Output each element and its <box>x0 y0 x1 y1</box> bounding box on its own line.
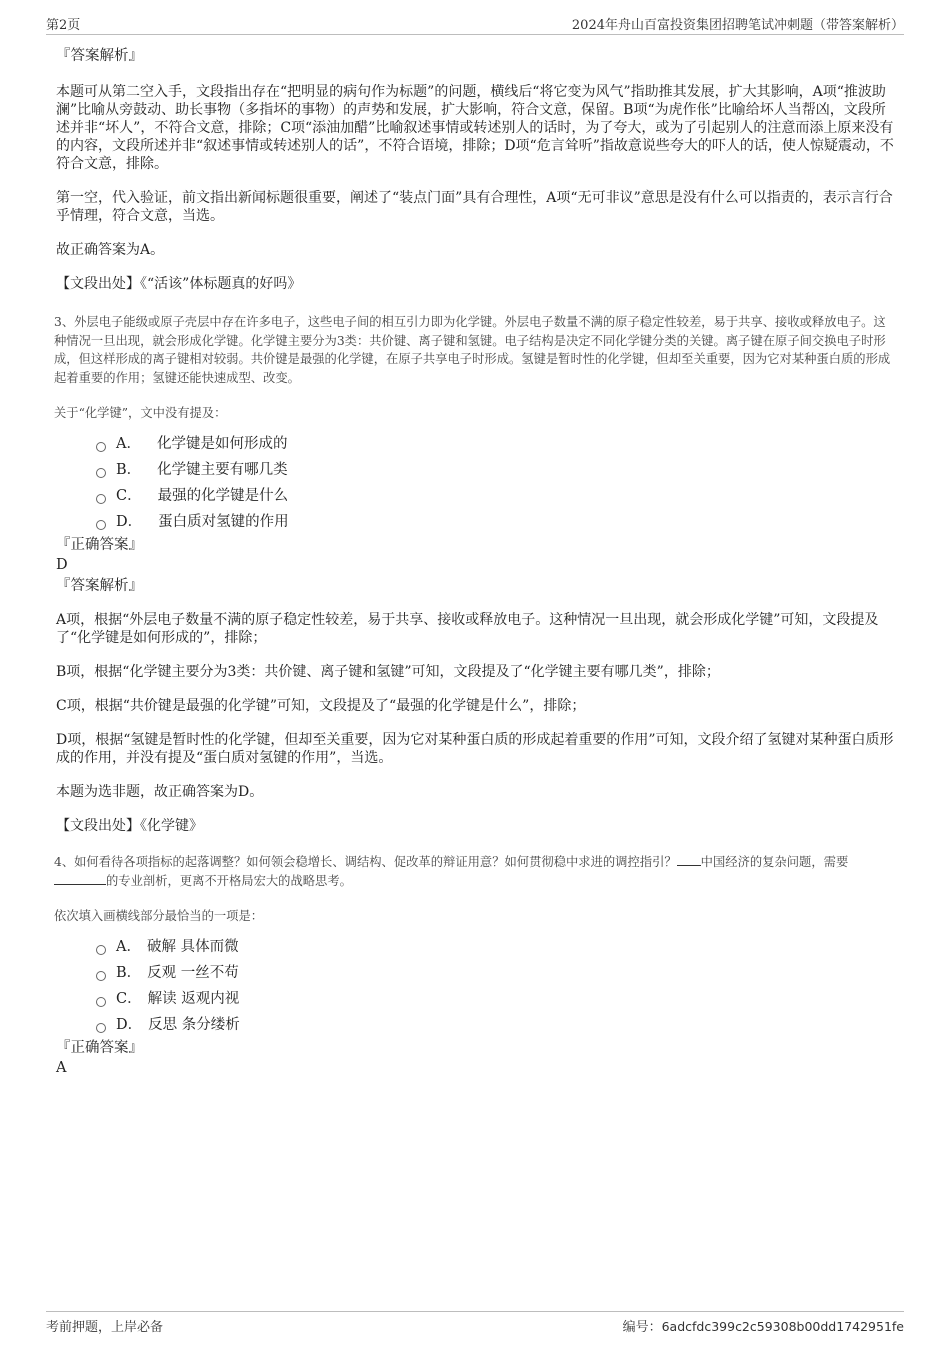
analysis-paragraph: A项，根据“外层电子数量不满的原子稳定性较差，易于共享、接收或释放电子。这种情况一旦出现，就会形成化学键”可知，文段提及了“化学键是如何形成的”，排除； <box>56 612 879 646</box>
analysis-paragraph: B项，根据“化学键主要分为3类：共价键、离子键和氢键”可知，文段提及了“化学键主要有哪几类”，排除； <box>56 664 720 680</box>
question-3-prompt: 关于“化学键”，文中没有提及： <box>54 406 227 420</box>
option-c[interactable]: C． 最强的化学键是什么 <box>96 483 894 509</box>
question-3-options <box>96 431 894 535</box>
analysis-conclusion: 本题为选非题，故正确答案为D。 <box>56 784 264 800</box>
option-c[interactable]: C． 解读 返观内视 <box>96 986 894 1012</box>
question-4-options <box>96 934 894 1038</box>
analysis-paragraph: C项，根据“共价键是最强的化学键”可知，文段提及了“最强的化学键是什么”，排除； <box>56 698 586 714</box>
analysis-label: 『答案解析』 <box>56 48 143 64</box>
analysis-paragraph: D项，根据“氢键是暂时性的化学键，但却至关重要，因为它对某种蛋白质的形成起着重要的作用”可知，文段介绍了氢键对某种蛋白质形成的作用，并没有提及“蛋白质对氢键的作用”，当选。 <box>56 732 894 766</box>
analysis-paragraph: 本题可从第二空入手，文段指出存在“把明显的病句作为标题”的问题，横线后“将它变为风气”指助推其发展，扩大其影响，A项“推波助澜”比喻从旁鼓动、助长事物（多指坏的事物）的声势和发展，扩大影响，符合文意，保留。B项“为虎作伥”比喻给坏人当帮凶，文段所述并非“坏人”，不符合文意，排除；C项“添油加醋”比喻叙述事情或转述别人的话时，为了夸大，或为了引起别人的注意而添上原来没有的内容，文段所述并非“叙述事情或转述别人的话”，不符合语境，排除；D项“危言耸听”指故意说些夸大的吓人的话，使人惊疑震动，不符合文意，排除。 <box>56 84 894 172</box>
correct-answer-label: 『正确答案』 <box>56 1040 143 1056</box>
page-header <box>46 12 904 35</box>
analysis-paragraph: 第一空，代入验证，前文指出新闻标题很重要，阐述了“装点门面”具有合理性，A项“无可非议”意思是没有什么可以指责的，表示言行合乎情理，符合文意，当选。 <box>56 190 893 224</box>
radio-icon[interactable] <box>96 520 106 530</box>
option-a[interactable]: A． 化学键是如何形成的 <box>96 431 894 457</box>
page-footer <box>46 1311 904 1336</box>
radio-icon[interactable] <box>96 442 106 452</box>
page-number: 第2页 <box>46 18 81 33</box>
option-a[interactable]: A． 破解 具体而微 <box>96 934 894 960</box>
radio-icon[interactable] <box>96 997 106 1007</box>
radio-icon[interactable] <box>96 945 106 955</box>
fill-blank <box>677 853 701 866</box>
footer-slogan: 考前押题，上岸必备 <box>46 1320 164 1335</box>
analysis-conclusion: 故正确答案为A。 <box>56 242 165 258</box>
question-4-prompt: 依次填入画横线部分最恰当的一项是： <box>54 909 264 923</box>
correct-answer: A <box>56 1060 67 1076</box>
option-d[interactable]: D． 蛋白质对氢键的作用 <box>96 509 894 535</box>
option-b[interactable]: B． 化学键主要有哪几类 <box>96 457 894 483</box>
radio-icon[interactable] <box>96 494 106 504</box>
question-3-text: 3、外层电子能级或原子壳层中存在许多电子，这些电子间的相互引力即为化学键。外层电子数量不满的原子稳定性较差，易于共享、接收或释放电子。这种情况一旦出现，就会形成化学键。化学键主要分为3类：共价键、离子键和氢键。电子结构是决定不同化学键分类的关键。离子键在原子间交换电子时形成，但这样形成的离子键相对较弱。共价键是最强的化学键，在原子共享电子时形成。氢键是暂时性的化学键，但却至关重要，因为它对某种蛋白质的形成起着重要的作用；氢键还能快速成型、改变。 <box>54 315 891 385</box>
radio-icon[interactable] <box>96 971 106 981</box>
passage-source: 【文段出处】《化学键》 <box>56 818 203 834</box>
correct-answer: D <box>56 557 68 573</box>
radio-icon[interactable] <box>96 468 106 478</box>
page-content <box>56 40 894 1077</box>
fill-blank <box>54 872 106 885</box>
correct-answer-label: 『正确答案』 <box>56 537 143 553</box>
option-d[interactable]: D． 反思 条分缕析 <box>96 1012 894 1038</box>
document-code: 编号：6adcfdc399c2c59308b00dd1742951fe <box>622 1319 904 1335</box>
document-title: 2024年舟山百富投资集团招聘笔试冲刺题（带答案解析） <box>571 18 904 33</box>
option-b[interactable]: B． 反观 一丝不苟 <box>96 960 894 986</box>
question-4-text: 4、如何看待各项指标的起落调整？如何领会稳增长、调结构、促改革的辩证用意？如何贯彻稳中求进的调控指引？ 中国经济的复杂问题，需要的专业剖析，更离不开格局宏大的战略思考。 <box>54 855 849 888</box>
passage-source: 【文段出处】《“活该”体标题真的好吗》 <box>56 276 302 292</box>
analysis-label: 『答案解析』 <box>56 578 143 594</box>
radio-icon[interactable] <box>96 1023 106 1033</box>
